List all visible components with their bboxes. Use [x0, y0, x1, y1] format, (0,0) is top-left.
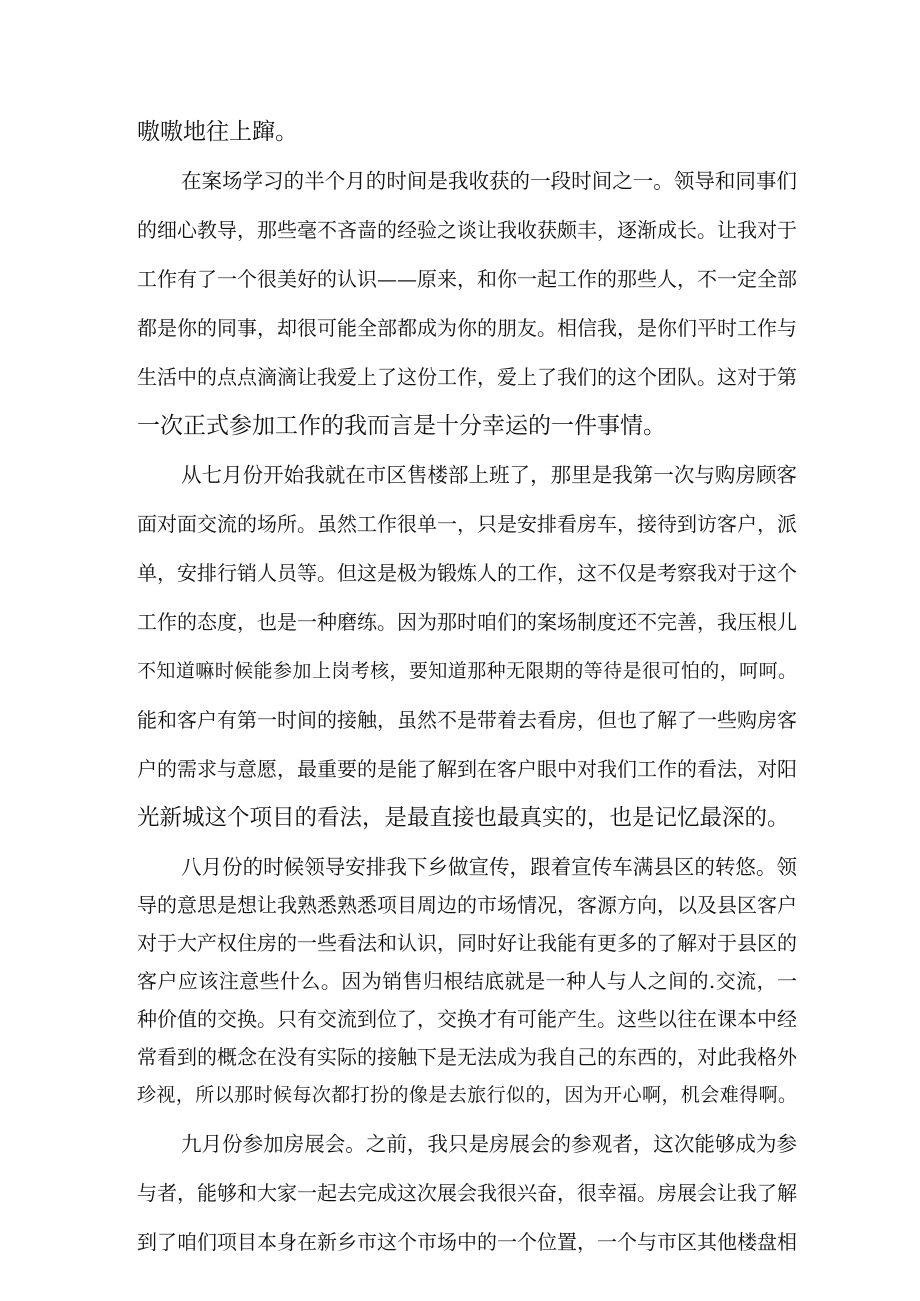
paragraph-2-line-4: 不知道嘛时候能参加上岗考核，要知道那种无限期的等待是很可怕的，呵呵。 — [137, 660, 797, 682]
paragraph-1-line-3: 都是你的同事，却很可能全部都成为你的朋友。相信我，是你们平时工作与 — [137, 316, 797, 340]
paragraph-3-line-1: 导的意思是想让我熟悉熟悉项目周边的市场情况，客源方向，以及县区客户 — [137, 893, 797, 917]
paragraph-2-line-1: 面对面交流的场所。虽然工作很单一，只是安排看房车，接待到访客户，派 — [137, 512, 797, 536]
paragraph-4-line-1: 与者，能够和大家一起去完成这次展会我很兴奋，很幸福。房展会让我了解 — [137, 1181, 797, 1205]
paragraph-3-line-4: 种价值的交换。只有交流到位了，交换才有可能产生。这些以往在课本中经 — [137, 1007, 797, 1031]
paragraph-4-line-2: 到了咱们项目本身在新乡市这个市场中的一个位置，一个与市区其他楼盘相 — [137, 1230, 797, 1254]
paragraph-1-line-4: 生活中的点点滴滴让我爱上了这份工作，爱上了我们的这个团队。这对于第 — [137, 365, 797, 389]
paragraph-3-line-6: 珍视，所以那时候每次都打扮的像是去旅行似的，因为开心啊，机会难得啊。 — [137, 1084, 797, 1106]
paragraph-1-line-5: 一次正式参加工作的我而言是十分幸运的一件事情。 — [137, 413, 666, 439]
paragraph-3-line-5: 常看到的概念在没有实际的接触下是无法成为我自己的东西的，对此我格外 — [137, 1045, 797, 1069]
paragraph-3-line-2: 对于大产权住房的一些看法和认识，同时好让我能有更多的了解对于县区的 — [137, 931, 797, 955]
paragraph-1-line-0: 在案场学习的半个月的时间是我收获的一段时间之一。领导和同事们 — [181, 169, 797, 193]
paragraph-2-line-0: 从七月份开始我就在市区售楼部上班了，那里是我第一次与购房顾客 — [181, 463, 797, 487]
paragraph-2-line-3: 工作的态度，也是一种磨练。因为那时咱们的案场制度还不完善，我压根儿 — [137, 610, 797, 634]
paragraph-2-line-7: 光新城这个项目的看法，是最直接也最真实的，也是记忆最深的。 — [137, 805, 790, 831]
paragraph-1-line-2: 工作有了一个很美好的认识——原来，和你一起工作的那些人，不一定全部 — [137, 267, 797, 291]
paragraph-4-line-0: 九月份参加房展会。之前，我只是房展会的参观者，这次能够成为参 — [181, 1132, 797, 1156]
paragraph-2-line-6: 户的需求与意愿，最重要的是能了解到在客户眼中对我们工作的看法，对阳 — [137, 757, 797, 781]
paragraph-0-line-0: 嗷嗷地往上蹿。 — [137, 119, 298, 145]
paragraph-1-line-1: 的细心教导，那些毫不吝啬的经验之谈让我收获颇丰，逐渐成长。让我对于 — [137, 218, 797, 242]
paragraph-2-line-5: 能和客户有第一时间的接触，虽然不是带着去看房，但也了解了一些购房客 — [137, 708, 797, 732]
paragraph-3-line-0: 八月份的时候领导安排我下乡做宣传，跟着宣传车满县区的转悠。领 — [181, 855, 797, 879]
paragraph-3-line-3: 客户应该注意些什么。因为销售归根结底就是一种人与人之间的.交流，一 — [137, 969, 797, 993]
paragraph-2-line-2: 单，安排行销人员等。但这是极为锻炼人的工作，这不仅是考察我对于这个 — [137, 561, 797, 585]
